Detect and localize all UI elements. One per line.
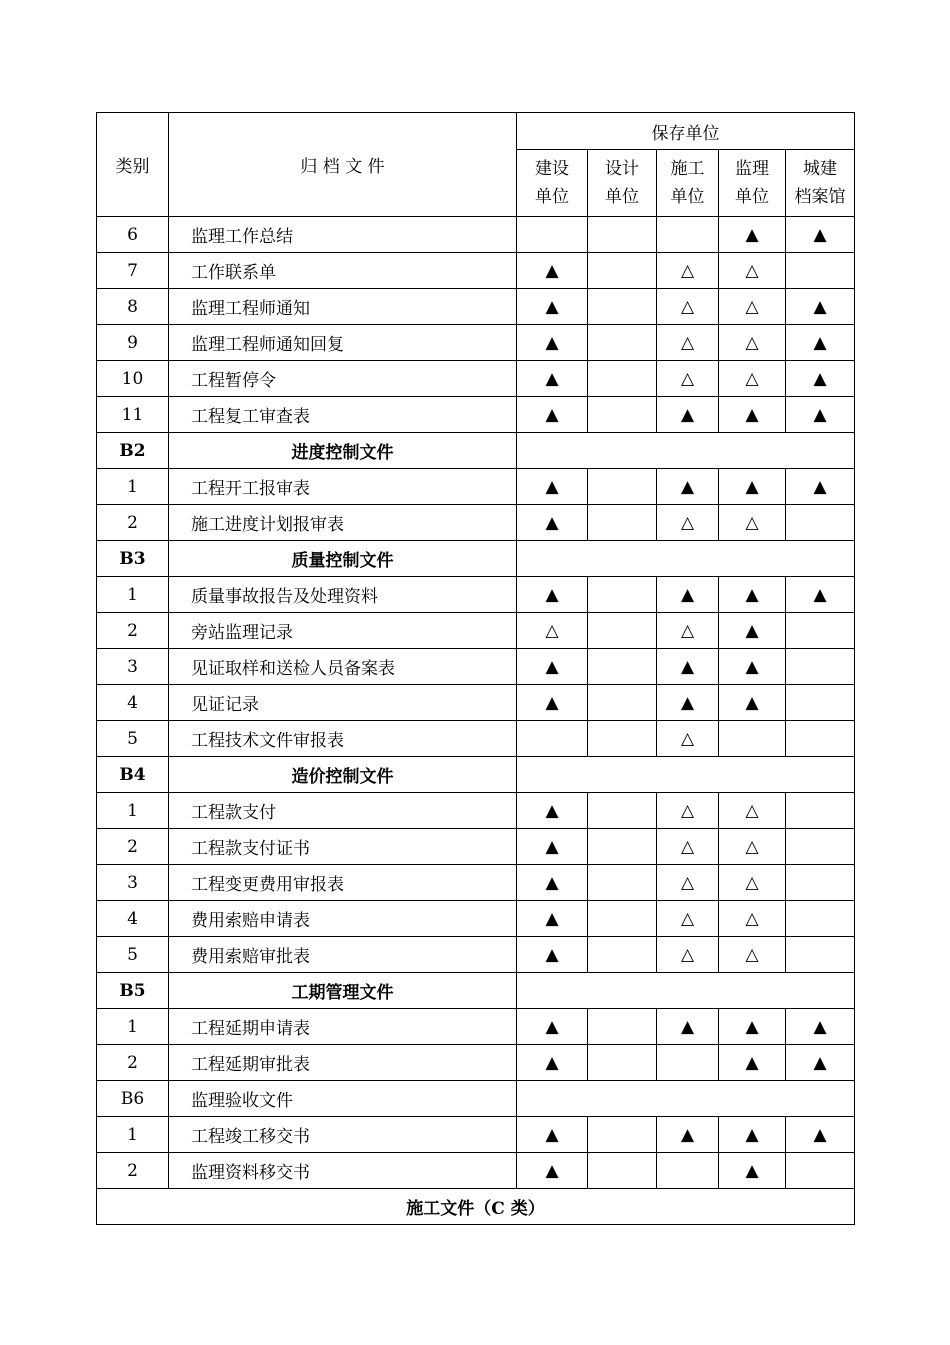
item-name: 工程暂停令 — [169, 361, 517, 397]
header-unit-design: 设计 单位 — [588, 150, 657, 217]
mark-archive — [786, 721, 855, 757]
mark-construction: ▲ — [517, 397, 588, 433]
mark-supervisor — [719, 721, 786, 757]
mark-design — [588, 613, 657, 649]
section-empty-cell — [517, 541, 855, 577]
section-row — [97, 1081, 855, 1117]
item-number: 8 — [97, 289, 169, 325]
mark-design — [588, 829, 657, 865]
mark-archive — [786, 649, 855, 685]
mark-design — [588, 505, 657, 541]
item-name: 工程开工报审表 — [169, 469, 517, 505]
item-number: 3 — [97, 649, 169, 685]
section-title: 工期管理文件 — [169, 973, 517, 1009]
item-name: 工作联系单 — [169, 253, 517, 289]
mark-supervisor: △ — [719, 289, 786, 325]
item-name: 工程款支付证书 — [169, 829, 517, 865]
mark-construction: ▲ — [517, 901, 588, 937]
table-row — [97, 865, 855, 901]
item-name: 施工进度计划报审表 — [169, 505, 517, 541]
mark-construction: ▲ — [517, 253, 588, 289]
mark-contractor: △ — [657, 289, 719, 325]
table-row — [97, 937, 855, 973]
mark-construction: ▲ — [517, 793, 588, 829]
mark-archive: ▲ — [786, 289, 855, 325]
item-name: 质量事故报告及处理资料 — [169, 577, 517, 613]
mark-archive — [786, 1153, 855, 1189]
mark-design — [588, 217, 657, 253]
table-body — [97, 217, 855, 1189]
mark-contractor: △ — [657, 793, 719, 829]
mark-supervisor: ▲ — [719, 613, 786, 649]
mark-design — [588, 901, 657, 937]
mark-supervisor: △ — [719, 829, 786, 865]
mark-supervisor: ▲ — [719, 685, 786, 721]
mark-contractor: △ — [657, 937, 719, 973]
header-unit-supervisor: 监理 单位 — [719, 150, 786, 217]
mark-construction: ▲ — [517, 829, 588, 865]
item-name: 工程款支付 — [169, 793, 517, 829]
header-document: 归 档 文 件 — [169, 113, 517, 217]
item-number: 10 — [97, 361, 169, 397]
mark-contractor: ▲ — [657, 1117, 719, 1153]
table-row — [97, 325, 855, 361]
mark-archive: ▲ — [786, 325, 855, 361]
item-number: 7 — [97, 253, 169, 289]
table-row — [97, 721, 855, 757]
mark-supervisor: ▲ — [719, 1045, 786, 1081]
mark-construction: ▲ — [517, 1117, 588, 1153]
table-row — [97, 1153, 855, 1189]
table-row — [97, 289, 855, 325]
section-empty-cell — [517, 757, 855, 793]
header-category: 类别 — [97, 113, 169, 217]
mark-supervisor: ▲ — [719, 649, 786, 685]
table-row — [97, 793, 855, 829]
item-name: 工程复工审查表 — [169, 397, 517, 433]
table-row — [97, 1045, 855, 1081]
item-number: 2 — [97, 1153, 169, 1189]
item-name: 费用索赔申请表 — [169, 901, 517, 937]
mark-archive: ▲ — [786, 397, 855, 433]
mark-contractor: △ — [657, 253, 719, 289]
mark-supervisor: ▲ — [719, 577, 786, 613]
mark-design — [588, 253, 657, 289]
item-number: 2 — [97, 829, 169, 865]
mark-design — [588, 793, 657, 829]
item-name: 监理资料移交书 — [169, 1153, 517, 1189]
item-number: 1 — [97, 793, 169, 829]
table-row — [97, 1009, 855, 1045]
mark-supervisor: △ — [719, 901, 786, 937]
mark-construction: ▲ — [517, 649, 588, 685]
footer-section-title: 施工文件（C 类） — [97, 1189, 855, 1225]
item-number: 1 — [97, 469, 169, 505]
item-name: 见证取样和送检人员备案表 — [169, 649, 517, 685]
mark-design — [588, 469, 657, 505]
header-row-1 — [97, 113, 855, 150]
mark-construction: △ — [517, 613, 588, 649]
item-number: 2 — [97, 613, 169, 649]
section-row — [97, 541, 855, 577]
mark-supervisor: △ — [719, 865, 786, 901]
item-name: 费用索赔审批表 — [169, 937, 517, 973]
mark-construction: ▲ — [517, 1045, 588, 1081]
item-name: 工程竣工移交书 — [169, 1117, 517, 1153]
mark-supervisor: △ — [719, 793, 786, 829]
mark-contractor: △ — [657, 721, 719, 757]
table-row — [97, 217, 855, 253]
mark-contractor: ▲ — [657, 649, 719, 685]
footer-row — [97, 1189, 855, 1225]
mark-supervisor: △ — [719, 505, 786, 541]
mark-archive: ▲ — [786, 361, 855, 397]
mark-archive: ▲ — [786, 1117, 855, 1153]
section-empty-cell — [517, 973, 855, 1009]
header-units-group: 保存单位 — [517, 113, 855, 150]
table-row — [97, 253, 855, 289]
item-number: 3 — [97, 865, 169, 901]
mark-supervisor: ▲ — [719, 217, 786, 253]
mark-supervisor: △ — [719, 325, 786, 361]
mark-construction — [517, 217, 588, 253]
section-code: B5 — [97, 973, 169, 1009]
item-name: 工程变更费用审报表 — [169, 865, 517, 901]
mark-design — [588, 289, 657, 325]
section-row — [97, 973, 855, 1009]
mark-archive: ▲ — [786, 1045, 855, 1081]
mark-archive — [786, 901, 855, 937]
mark-supervisor: △ — [719, 253, 786, 289]
item-name: 工程延期申请表 — [169, 1009, 517, 1045]
item-name: 监理工程师通知 — [169, 289, 517, 325]
section-empty-cell — [517, 433, 855, 469]
mark-supervisor: △ — [719, 937, 786, 973]
mark-construction: ▲ — [517, 865, 588, 901]
item-name: 见证记录 — [169, 685, 517, 721]
mark-contractor: ▲ — [657, 1009, 719, 1045]
section-code: B2 — [97, 433, 169, 469]
mark-construction: ▲ — [517, 469, 588, 505]
item-number: 1 — [97, 1009, 169, 1045]
header-unit-contractor: 施工 单位 — [657, 150, 719, 217]
mark-supervisor: ▲ — [719, 1117, 786, 1153]
mark-archive — [786, 685, 855, 721]
item-number: 11 — [97, 397, 169, 433]
mark-archive — [786, 505, 855, 541]
header-unit-archive: 城建 档案馆 — [786, 150, 855, 217]
mark-design — [588, 1117, 657, 1153]
mark-archive — [786, 829, 855, 865]
mark-contractor: ▲ — [657, 577, 719, 613]
mark-design — [588, 1153, 657, 1189]
item-number: 1 — [97, 577, 169, 613]
table-row — [97, 901, 855, 937]
item-number: 5 — [97, 721, 169, 757]
mark-contractor: ▲ — [657, 469, 719, 505]
table-row — [97, 469, 855, 505]
item-number: 2 — [97, 505, 169, 541]
table-row — [97, 685, 855, 721]
mark-contractor: △ — [657, 325, 719, 361]
mark-contractor: △ — [657, 901, 719, 937]
mark-contractor: △ — [657, 361, 719, 397]
mark-archive: ▲ — [786, 469, 855, 505]
item-number: 2 — [97, 1045, 169, 1081]
table-row — [97, 1117, 855, 1153]
mark-contractor — [657, 1153, 719, 1189]
table-row — [97, 361, 855, 397]
mark-contractor: △ — [657, 829, 719, 865]
table-row — [97, 613, 855, 649]
mark-construction: ▲ — [517, 289, 588, 325]
mark-design — [588, 325, 657, 361]
mark-contractor — [657, 217, 719, 253]
table-row — [97, 397, 855, 433]
mark-archive: ▲ — [786, 1009, 855, 1045]
section-title: 质量控制文件 — [169, 541, 517, 577]
mark-design — [588, 577, 657, 613]
mark-construction: ▲ — [517, 361, 588, 397]
item-name: 工程技术文件审报表 — [169, 721, 517, 757]
mark-design — [588, 397, 657, 433]
mark-contractor: △ — [657, 613, 719, 649]
mark-construction: ▲ — [517, 1009, 588, 1045]
mark-contractor: ▲ — [657, 397, 719, 433]
mark-design — [588, 937, 657, 973]
section-title: 进度控制文件 — [169, 433, 517, 469]
mark-design — [588, 721, 657, 757]
mark-construction: ▲ — [517, 1153, 588, 1189]
item-number: 4 — [97, 685, 169, 721]
mark-construction: ▲ — [517, 325, 588, 361]
item-number: 4 — [97, 901, 169, 937]
section-row — [97, 757, 855, 793]
mark-archive — [786, 865, 855, 901]
item-number: 6 — [97, 217, 169, 253]
mark-supervisor: △ — [719, 361, 786, 397]
mark-construction: ▲ — [517, 505, 588, 541]
archive-table — [96, 112, 855, 1225]
section-code: B3 — [97, 541, 169, 577]
item-name: 监理工程师通知回复 — [169, 325, 517, 361]
section-title: 监理验收文件 — [169, 1081, 517, 1117]
mark-design — [588, 685, 657, 721]
item-number: 9 — [97, 325, 169, 361]
table-row — [97, 577, 855, 613]
mark-design — [588, 865, 657, 901]
item-name: 工程延期审批表 — [169, 1045, 517, 1081]
mark-design — [588, 361, 657, 397]
item-number: 1 — [97, 1117, 169, 1153]
section-title: 造价控制文件 — [169, 757, 517, 793]
mark-archive — [786, 253, 855, 289]
mark-contractor — [657, 1045, 719, 1081]
mark-supervisor: ▲ — [719, 1153, 786, 1189]
table-row — [97, 649, 855, 685]
mark-archive: ▲ — [786, 577, 855, 613]
mark-supervisor: ▲ — [719, 1009, 786, 1045]
mark-supervisor: ▲ — [719, 469, 786, 505]
table-row — [97, 829, 855, 865]
mark-construction: ▲ — [517, 685, 588, 721]
mark-archive — [786, 793, 855, 829]
section-empty-cell — [517, 1081, 855, 1117]
mark-design — [588, 649, 657, 685]
item-number: 5 — [97, 937, 169, 973]
mark-archive — [786, 937, 855, 973]
mark-construction: ▲ — [517, 577, 588, 613]
mark-contractor: △ — [657, 865, 719, 901]
mark-design — [588, 1045, 657, 1081]
mark-contractor: △ — [657, 505, 719, 541]
mark-construction: ▲ — [517, 937, 588, 973]
mark-supervisor: ▲ — [719, 397, 786, 433]
mark-archive: ▲ — [786, 217, 855, 253]
mark-design — [588, 1009, 657, 1045]
item-name: 旁站监理记录 — [169, 613, 517, 649]
section-row — [97, 433, 855, 469]
table-row — [97, 505, 855, 541]
section-code: B4 — [97, 757, 169, 793]
section-code: B6 — [97, 1081, 169, 1117]
item-name: 监理工作总结 — [169, 217, 517, 253]
header-unit-construction: 建设 单位 — [517, 150, 588, 217]
mark-archive — [786, 613, 855, 649]
mark-construction — [517, 721, 588, 757]
mark-contractor: ▲ — [657, 685, 719, 721]
